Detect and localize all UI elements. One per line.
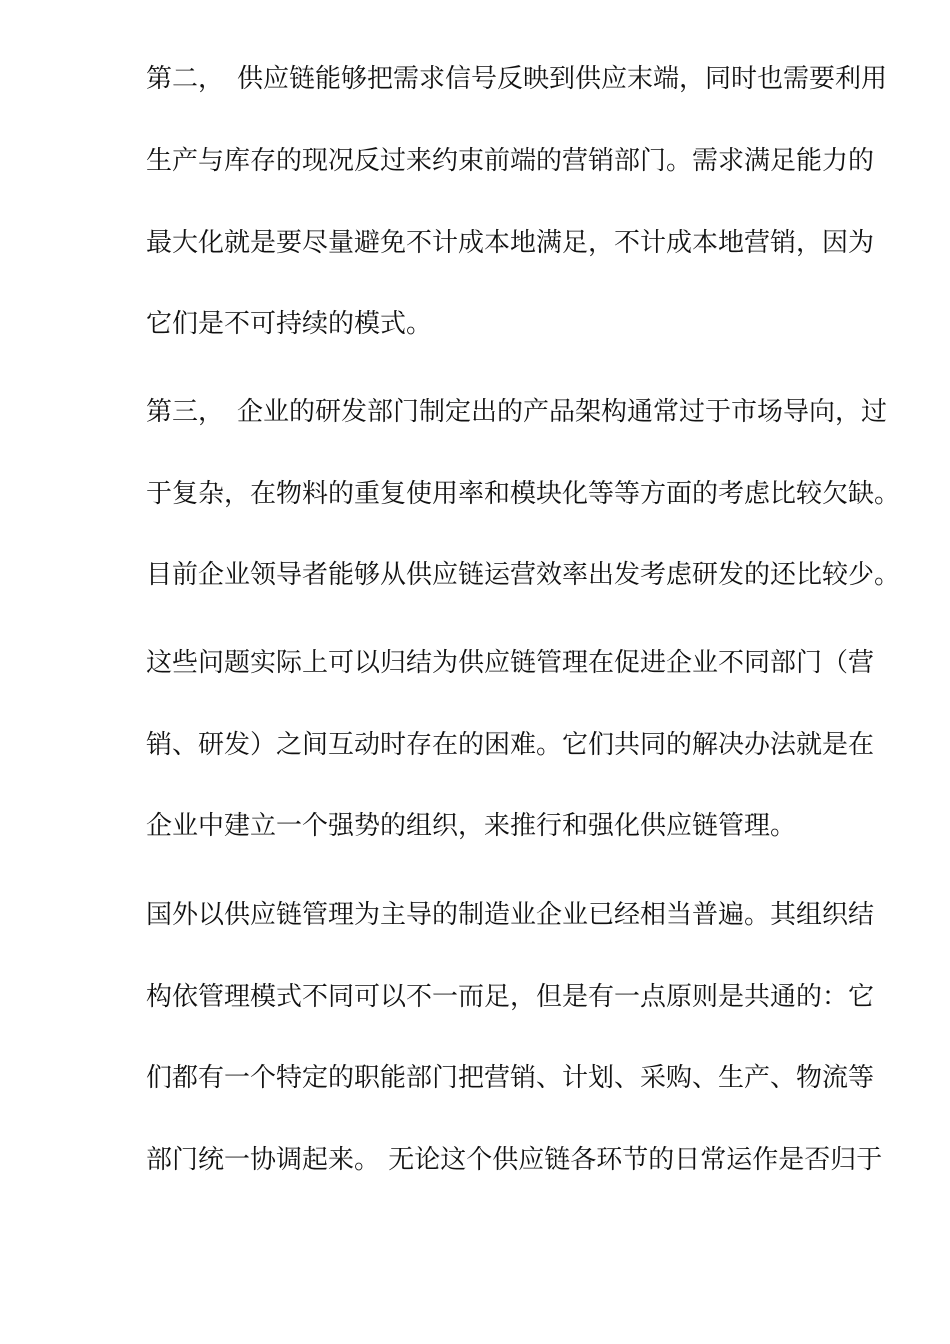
- text-line: 国外以供应链管理为主导的制造业企业已经相当普遍。其组织结: [146, 900, 875, 930]
- text-line: 它们是不可持续的模式。: [146, 309, 433, 339]
- text-line: 销、研发）之间互动时存在的困难。它们共同的解决办法就是在: [146, 730, 875, 760]
- text-line: 构依管理模式不同可以不一而足，但是有一点原则是共通的：它: [146, 982, 875, 1012]
- text-line: 第二， 供应链能够把需求信号反映到供应末端，同时也需要利用: [146, 64, 888, 94]
- text-line: 目前企业领导者能够从供应链运营效率出发考虑研发的还比较少。: [146, 560, 901, 590]
- text-line: 最大化就是要尽量避免不计成本地满足，不计成本地营销，因为: [146, 228, 875, 258]
- text-line: 企业中建立一个强势的组织，来推行和强化供应链管理。: [146, 811, 797, 841]
- text-line: 们都有一个特定的职能部门把营销、计划、采购、生产、物流等: [146, 1063, 875, 1093]
- text-line: 这些问题实际上可以归结为供应链管理在促进企业不同部门（营: [146, 648, 875, 678]
- text-line: 第三， 企业的研发部门制定出的产品架构通常过于市场导向，过: [146, 397, 888, 427]
- text-line: 部门统一协调起来。 无论这个供应链各环节的日常运作是否归于: [146, 1145, 883, 1175]
- text-line: 生产与库存的现况反过来约束前端的营销部门。需求满足能力的: [146, 146, 875, 176]
- text-line: 于复杂，在物料的重复使用率和模块化等等方面的考虑比较欠缺。: [146, 479, 901, 509]
